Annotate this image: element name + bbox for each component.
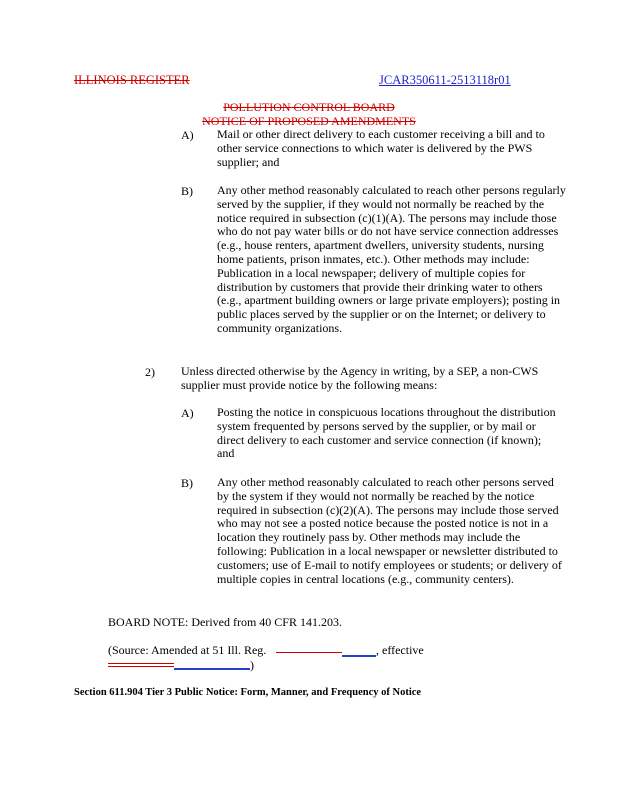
board-name: POLLUTION CONTROL BOARD [223,100,395,114]
item-b-text: Any other method reasonably calculated to reach other persons regularly served by the supplier, if they would not normally be reached by the notice required in subsection (c)(1)(A). The persons may include those who do not pay water bills or do not have service connection addresses (e.g., house renters, apartment dwellers, university students, nursing home patients, prison inmates, etc.). Other methods may include: Publication in a local newspaper; delivery of multiple copies for distribution by customers that provide their drinking water to others (e.g., apartment building owners or large private employers); posting in public places served by the supplier or on the Internet; or delivery to community organizations. [217,183,566,335]
section-heading: Section 611.904 Tier 3 Public Notice: Form, Manner, and Frequency of Notice [74,687,422,698]
source-prefix: (Source: Amended at [108,643,210,657]
subitem-b-marker: B) [181,476,193,490]
item-b-marker: B) [181,184,193,198]
register-title: ILLINOIS REGISTER [74,73,190,87]
item-2-marker: 2) [145,365,155,379]
subitem-b-text: Any other method reasonably calculated to reach other persons served by the system if they would not normally be reached by the notice required in subsection (c)(2)(A). The persons may include those served who may not see a posted notice because the posted notice is not in a location they routinely pass by. Other methods may include the following: Publication in a local newspaper or newsletter distributed to customers; use of E-mail to notify employees or students; or delivery of multiple copies in central locations (e.g., community centers). [217,475,562,586]
item-a-text: Mail or other direct delivery to each customer receiving a bill and to other service connections to which water is delivered by the PWS supplier; and [217,127,545,169]
jcar-code: JCAR350611-2513118r01 [379,73,511,87]
blank-reg-underline-red [276,652,342,653]
board-note: BOARD NOTE: Derived from 40 CFR 141.203. [108,615,342,629]
source-line [108,643,266,658]
notice-title: NOTICE OF PROPOSED AMENDMENTS [202,114,416,128]
item-a-marker: A) [181,128,194,142]
blank-date-underline-red-2 [108,666,174,667]
item-2-text: Unless directed otherwise by the Agency in writing, by a SEP, a non-CWS supplier must provide notice by the following means: [181,364,539,392]
subitem-a-marker: A) [181,406,194,420]
blank-reg-underline-blue [342,655,376,657]
source-close: ) [250,658,254,672]
source-effective: , effective [376,643,424,657]
blank-date-underline-red [108,663,174,664]
blank-date-underline-blue [174,668,250,670]
source-ref: 51 Ill. Reg. [212,643,267,657]
subitem-a-text: Posting the notice in conspicuous locations throughout the distribution system frequented by persons served by the supplier, or by mail or direct delivery to each customer and service connection (if known); and [217,405,556,461]
